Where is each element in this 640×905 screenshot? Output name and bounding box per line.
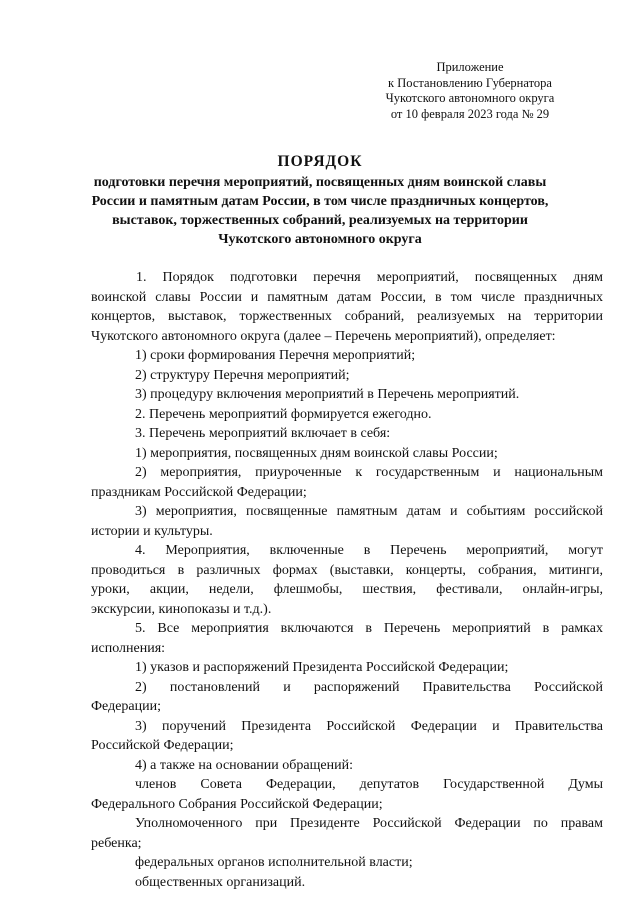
subtitle-line: России и памятным датам России, в том числе праздничных концертов, <box>91 194 549 209</box>
body-text-line: 2) структуру Перечня мероприятий; <box>135 367 350 383</box>
body-text-line: 1) мероприятия, посвященных дням воинской славы России; <box>135 445 498 461</box>
appendix-line: к Постановлению Губернатора <box>388 75 552 90</box>
body-text-line: общественных организаций. <box>135 874 306 890</box>
body-text-line: Чукотского автономного округа (далее – Перечень мероприятий), определяет: <box>91 328 556 344</box>
document-body <box>91 268 603 892</box>
body-text-line: 2. Перечень мероприятий формируется ежегодно. <box>135 406 432 422</box>
body-text-line: воинской славы России и памятным датам России, в том числе праздничных <box>91 289 603 305</box>
document-subtitle <box>90 173 550 249</box>
body-text-line: 3) мероприятия, посвященные памятным датам и событиям российской <box>135 504 603 519</box>
subtitle-line: Чукотского автономного округа <box>218 232 422 247</box>
body-text-line: 1) сроки формирования Перечня мероприятий; <box>135 348 416 363</box>
body-text-line: концертов, выставок, торжественных собраний, реализуемых на территории <box>91 309 603 324</box>
body-text-line: 2) постановлений и распоряжений Правительства Российской <box>135 679 603 695</box>
appendix-line: от 10 февраля 2023 года № 29 <box>390 106 550 121</box>
body-text-line: Федерации; <box>91 699 162 714</box>
subtitle-line: выставок, торжественных собраний, реализуемых на территории <box>112 213 528 228</box>
body-text-line: членов Совета Федерации, депутатов Государственной Думы <box>135 777 603 792</box>
document-title: ПОРЯДОК <box>277 153 363 170</box>
body-text-line: Российской Федерации; <box>91 738 234 753</box>
appendix-block <box>340 60 600 122</box>
body-text-line: 2) мероприятия, приуроченные к государственным и национальным <box>135 465 603 480</box>
body-text-line: истории и культуры. <box>91 523 213 539</box>
body-text-line: 3) процедуру включения мероприятий в Перечень мероприятий. <box>135 387 520 402</box>
body-text-line: 4) а также на основании обращений: <box>135 757 353 773</box>
appendix-line: Приложение <box>436 60 504 74</box>
subtitle-line: подготовки перечня мероприятий, посвященных дням воинской славы <box>93 175 547 190</box>
body-text-line: 3. Перечень мероприятий включает в себя: <box>135 426 391 441</box>
body-text-line: 5. Все мероприятия включаются в Перечень мероприятий в рамках <box>135 621 603 636</box>
body-text-line: федеральных органов исполнительной власти; <box>135 855 413 870</box>
body-text-line: 1. Порядок подготовки перечня мероприятий, посвященных дням <box>136 270 603 285</box>
body-text-line: проводиться в различных формах (выставки, концерты, собрания, митинги, <box>91 562 603 578</box>
body-text-line: уроки, акции, недели, флешмобы, шествия, фестивали, онлайн-игры, <box>91 582 603 597</box>
body-text-line: праздникам Российской Федерации; <box>91 484 307 500</box>
appendix-line: Чукотского автономного округа <box>385 91 555 105</box>
body-text-line: Уполномоченного при Президенте Российской Федерации по правам <box>135 816 603 831</box>
body-text-line: исполнения: <box>91 640 166 656</box>
body-text-line: 3) поручений Президента Российской Федерации и Правительства <box>135 718 603 734</box>
body-text-line: экскурсии, кинопоказы и т.д.). <box>91 601 272 617</box>
body-text-line: Федерального Собрания Российской Федерации; <box>91 796 383 812</box>
body-text-line: ребенка; <box>91 835 142 851</box>
body-text-line: 4. Мероприятия, включенные в Перечень мероприятий, могут <box>135 543 603 558</box>
body-text-line: 1) указов и распоряжений Президента Российской Федерации; <box>135 660 509 675</box>
